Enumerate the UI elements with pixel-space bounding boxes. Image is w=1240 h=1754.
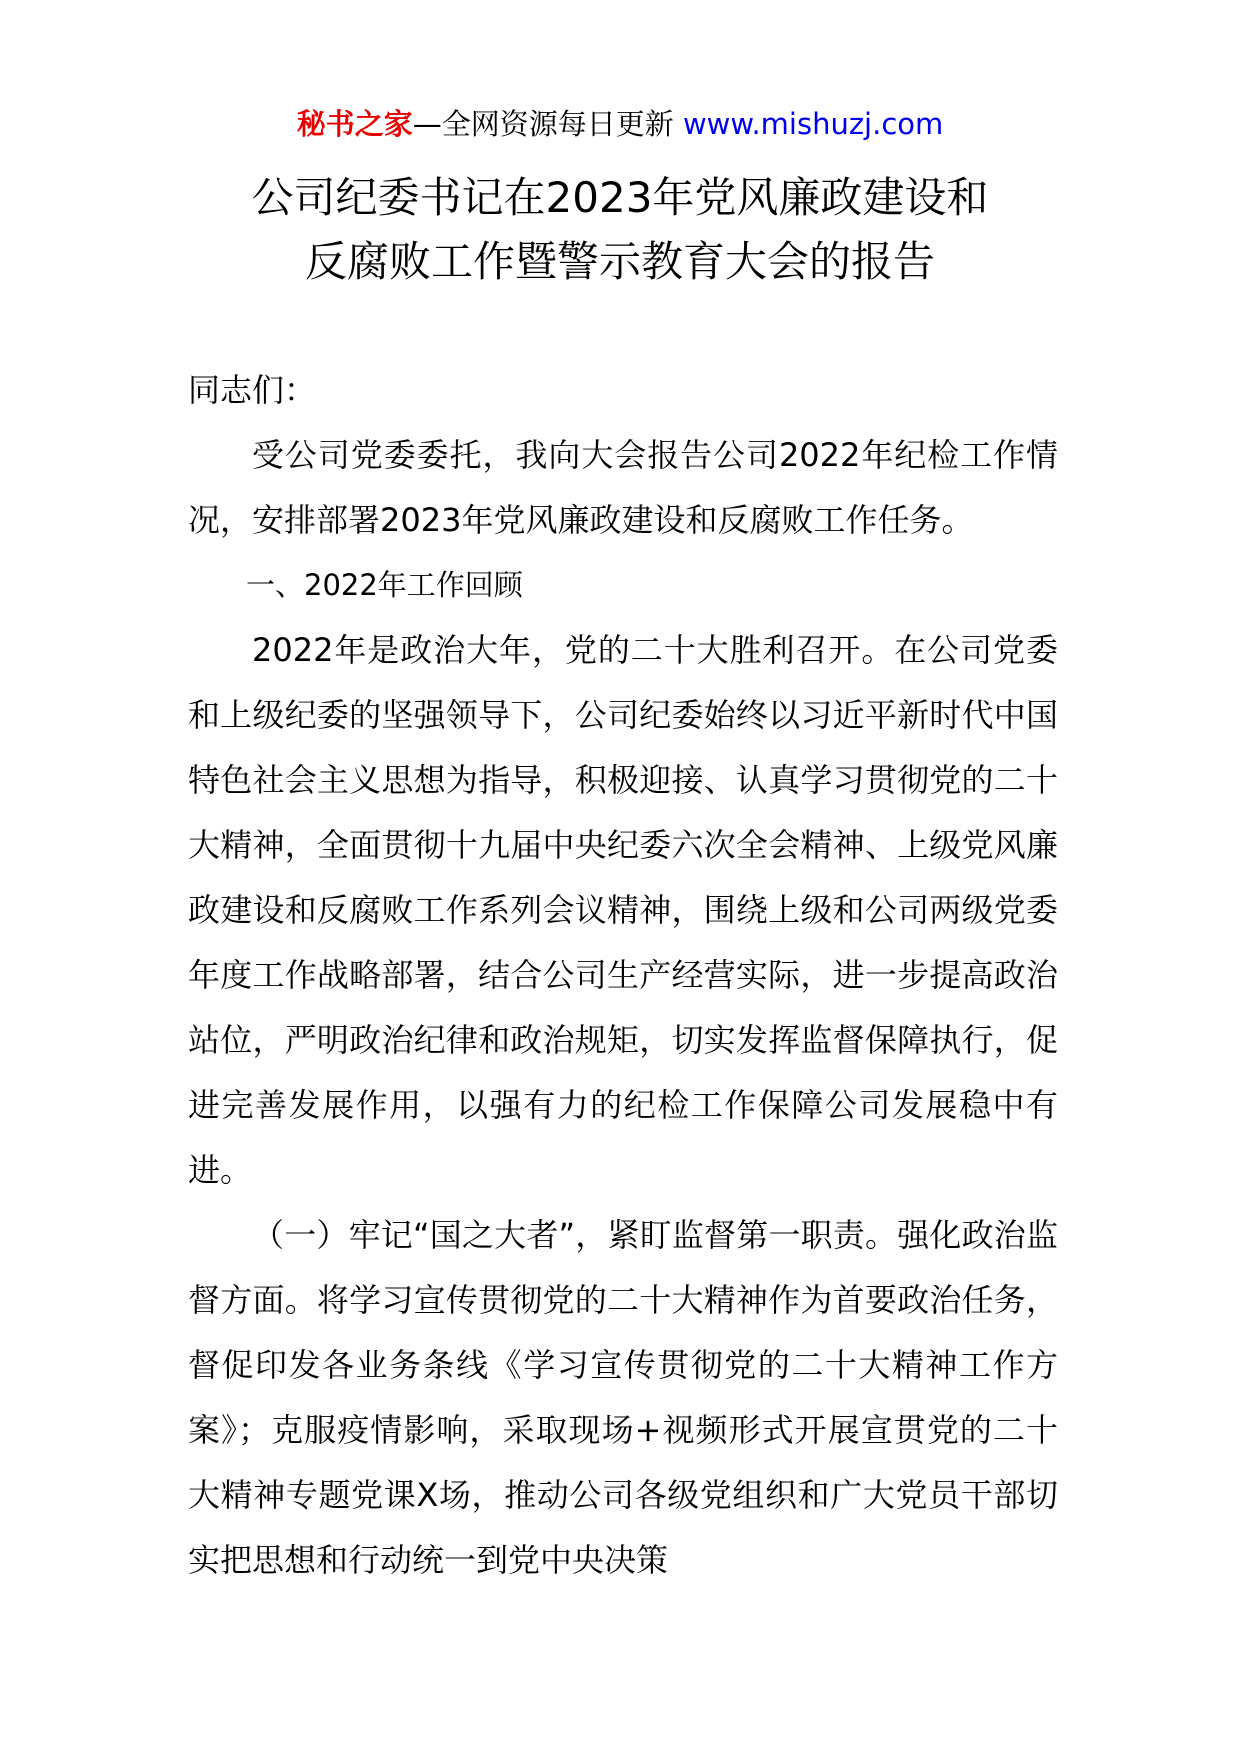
section-heading: 一、2022年工作回顾 <box>246 568 523 602</box>
title-line-2: 反腐败工作暨警示教育大会的报告 <box>304 237 935 286</box>
body-paragraph: 2022年是政治大年，党的二十大胜利召开。在公司党委和上级纪委的坚强领导下，公司纪委始终以习近平新时代中国特色社会主义思想为指导，积极迎接、认真学习贯彻党的二十大精神，全面贯彻十九届中央纪委六次全会精神、上级党风廉政建设和反腐败工作系列会议精神，围绕上级和公司两级党委年度工作战略部署，结合公司生产经营实际，进一步提高政治站位，严明政治纪律和政治规矩，切实发挥监督保障执行，促进完善发展作用，以强有力的纪检工作保障公司发展稳中有进。 <box>188 631 1058 1189</box>
header-tagline: —全网资源每日更新 <box>412 107 683 141</box>
intro-paragraph: 受公司党委委托，我向大会报告公司2022年纪检工作情况，安排部署2023年党风廉政建设和反腐败工作任务。 <box>188 436 1058 539</box>
salutation: 同志们： <box>188 371 317 409</box>
header-url-link[interactable]: www.mishuzj.com <box>682 107 944 141</box>
document-title <box>0 166 1240 294</box>
site-header <box>0 104 1240 144</box>
body-paragraph: （一）牢记“国之大者”，紧盯监督第一职责。强化政治监督方面。将学习宣传贯彻党的二十大精神作为首要政治任务，督促印发各业务条线《学习宣传贯彻党的二十大精神工作方案》；克服疫情影响，采取现场+视频形式开展宣贯党的二十大精神专题党课X场，推动公司各级党组织和广大党员干部切实把思想和行动统一到党中央决策 <box>188 1216 1058 1579</box>
document-body <box>188 358 1058 1593</box>
title-line-1: 公司纪委书记在2023年党风廉政建设和 <box>251 173 989 222</box>
brand-name: 秘书之家 <box>296 107 413 141</box>
